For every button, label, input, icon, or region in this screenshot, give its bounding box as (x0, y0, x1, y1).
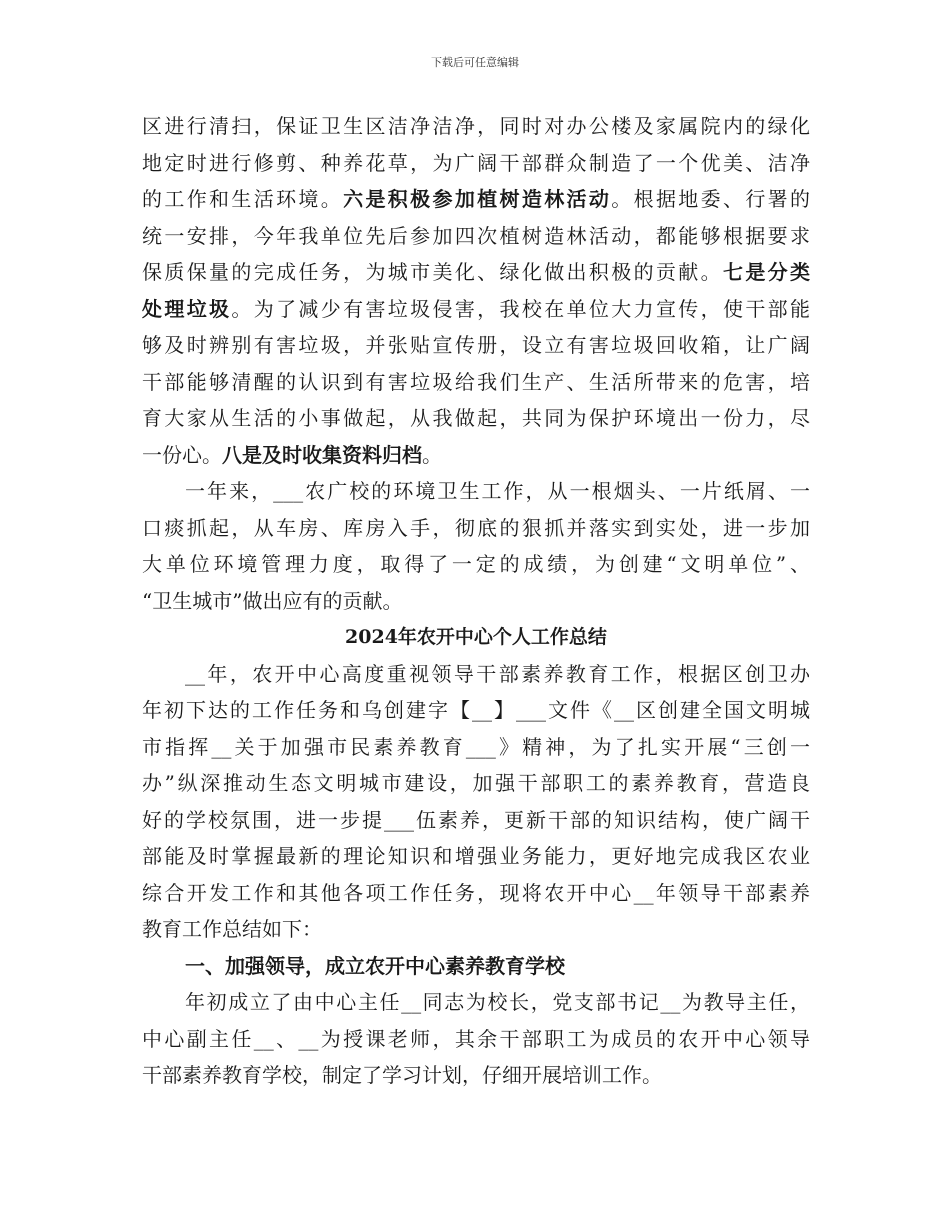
text-line (142, 181, 810, 218)
text-line (142, 400, 810, 437)
text-line (142, 1057, 810, 1094)
text-run: 干部能够清醒的认识到有害垃圾给我们生产、生活所带来的危害，培 (142, 369, 810, 394)
section-title: 2024年农开中心个人工作总结 (345, 626, 607, 648)
text-line (142, 765, 810, 802)
text-run: 年初成立了由中心主任__同志为校长，党支部书记__为教导主任， (185, 990, 810, 1014)
text-line (142, 875, 810, 912)
text-line (142, 218, 810, 255)
header-note: 下载后可任意编辑 (431, 56, 519, 69)
text-line (142, 802, 810, 839)
text-line (142, 145, 810, 182)
text-run: 年初下达的工作任务和乌创建字【__】___文件《__区创建全国文明城 (142, 698, 810, 722)
text-run: 地定时进行修剪、种养花草，为广阔干部群众制造了一个优美、洁净 (142, 150, 810, 175)
emphasis-text: 八是及时收集资料归档 (222, 442, 422, 467)
document-body (142, 108, 810, 1094)
text-run: 中心副主任__、__为授课老师，其余干部职工为成员的农开中心领导 (142, 1026, 810, 1051)
emphasis-text: 处理垃圾 (142, 296, 232, 321)
text-run: 市指挥__关于加强市民素养教育___》精神，为了扎实开展“三创一 (142, 734, 810, 759)
text-run: 。根据地委、行署的 (611, 187, 811, 211)
text-line (142, 546, 810, 583)
text-line (142, 692, 810, 729)
text-run: 教育工作总结如下： (142, 917, 322, 941)
text-run: 育大家从生活的小事做起，从我做起，共同为保护环境出一份力，尽 (142, 406, 810, 430)
text-line (142, 911, 810, 948)
text-run: 。为了减少有害垃圾侵害，我校在单位大力宣传，使干部能 (231, 296, 811, 321)
emphasis-text: 七是分类 (722, 260, 811, 284)
section-heading: 一、加强领导，成立农开中心素养教育学校 (185, 953, 565, 978)
text-line (142, 254, 810, 291)
text-line (142, 583, 810, 620)
text-run: 保质保量的完成任务，为城市美化、绿化做出积极的贡献。 (142, 260, 723, 284)
text-run: 一年来，___农广校的环境卫生工作，从一根烟头、一片纸屑、一 (185, 479, 810, 503)
text-line (142, 108, 810, 145)
text-run: 的工作和生活环境。 (142, 187, 344, 211)
text-run: 办”纵深推动生态文明城市建设，加强干部职工的素养教育，营造良 (142, 771, 810, 795)
text-run: 。 (422, 442, 442, 467)
text-run: 够及时辨别有害垃圾，并张贴宣传册，设立有害垃圾回收箱，让广阔 (142, 333, 810, 357)
text-run: 口痰抓起，从车房、库房入手，彻底的狠抓并落实到实处，进一步加 (142, 515, 810, 540)
text-line (142, 291, 810, 328)
text-line (142, 838, 810, 875)
emphasis-text: 六是积极参加植树造林活动 (343, 187, 612, 211)
text-line (142, 364, 810, 401)
text-run: 区进行清扫，保证卫生区洁净洁净，同时对办公楼及家属院内的绿化 (142, 114, 810, 138)
text-line (142, 729, 810, 766)
text-line (142, 1021, 810, 1058)
text-run: 综合开发工作和其他各项工作任务，现将农开中心__年领导干部素养 (142, 880, 810, 905)
text-run: 统一安排，今年我单位先后参加四次植树造林活动，都能够根据要求 (142, 223, 810, 248)
text-line (142, 327, 810, 364)
text-run: 大单位环境管理力度，取得了一定的成绩，为创建“文明单位”、 (142, 552, 810, 576)
text-line (142, 656, 810, 693)
text-line (142, 510, 810, 547)
text-run: “卫生城市”做出应有的贡献。 (142, 588, 403, 613)
text-line (142, 984, 810, 1021)
text-line (142, 473, 810, 510)
text-line (142, 437, 810, 474)
text-run: 干部素养教育学校，制定了学习计划，仔细开展培训工作。 (142, 1063, 662, 1087)
text-run: 部能及时掌握最新的理论知识和增强业务能力，更好地完成我区农业 (142, 844, 810, 868)
text-run: 好的学校氛围，进一步提___伍素养，更新干部的知识结构，使广阔干 (142, 807, 810, 832)
text-run: __年，农开中心高度重视领导干部素养教育工作，根据区创卫办 (185, 661, 810, 686)
text-run: 一份心。 (142, 442, 222, 467)
